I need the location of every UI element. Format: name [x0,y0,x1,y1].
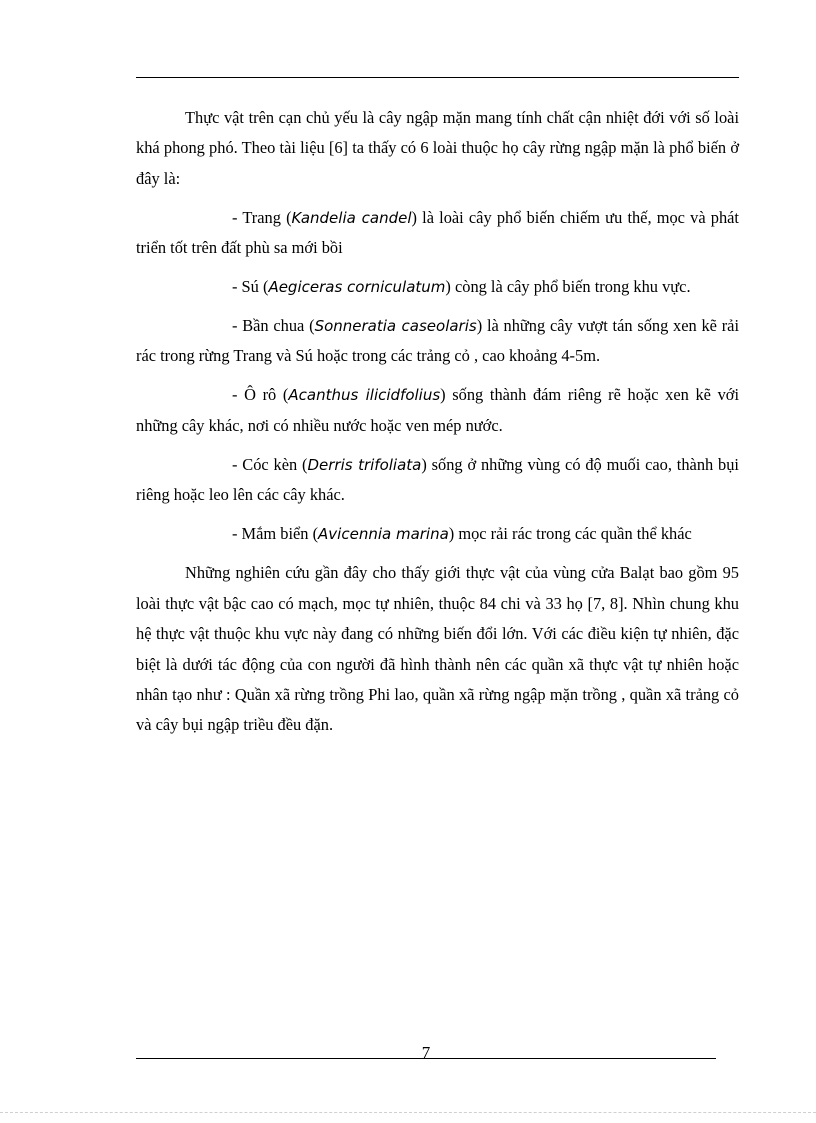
flora-summary-paragraph: Những nghiên cứu gần đây cho thấy giới thực vật của vùng cửa Balạt bao gồm 95 loài thực vật bậc cao có mạch, mọc tự nhiên, thuộc 84 chi và 33 họ [7, 8]. Nhìn chung khu hệ thực vật thuộc khu vực này đang có những biến đổi lớn. Với các điều kiện tự nhiên, đặc biệt là dưới tác động của con người đã hình thành nên các quần xã thực vật tự nhiên hoặc nhân tạo như : Quần xã rừng trồng Phi lao, quần xã rừng ngập mặn trồng , quần xã trảng cỏ và cây bụi ngập triều đều đặn. [136,563,739,735]
page-boundary [0,1112,816,1113]
species-item-ban-chua: - Bần chua (Sonneratia caseolaris) là những cây vượt tán sống xen kẽ rải rác trong rừng Trang và Sú hoặc trong các trảng cỏ , cao khoảng 4-5m. [136,315,739,366]
intro-paragraph: Thực vật trên cạn chủ yếu là cây ngập mặn mang tính chất cận nhiệt đới với số loài khá phong phó. Theo tài liệu [6] ta thấy có 6 loài thuộc họ cây rừng ngập mặn là phổ biến ở đây là: [136,108,739,188]
species-name: Acanthus ilicidfolius [288,386,441,405]
species-item-o-ro: - Ô rô (Acanthus ilicidfolius) sống thành đám riêng rẽ hoặc xen kẽ với những cây khác, nơi có nhiều nước hoặc ven mép nước. [136,385,739,435]
document-body [136,103,739,749]
species-item-su: - Sú (Aegiceras corniculatum) còng là cây phổ biến trong khu vực. [232,277,691,297]
header-rule [136,77,739,78]
species-name: Avicennia marina [318,524,449,543]
species-name: Sonneratia caseolaris [314,316,477,335]
species-item-trang: - Trang (Kandelia candel) là loài cây phổ biến chiếm ưu thế, mọc và phát triển tốt trên đất phù sa mới bồi [136,207,739,258]
species-name: Aegiceras corniculatum [268,278,446,297]
page-number: 7 [421,1043,431,1062]
species-name: Derris trifoliata [307,455,422,474]
footer-rule [136,1058,716,1059]
species-item-mam-bien: - Mắm biển (Avicennia marina) mọc rải rác trong các quần thể khác [232,523,692,543]
species-item-coc-ken: - Cóc kèn (Derris trifoliata) sống ở những vùng có độ muối cao, thành bụi riêng hoặc leo lên các cây khác. [136,454,739,504]
species-name: Kandelia candel [291,208,412,227]
